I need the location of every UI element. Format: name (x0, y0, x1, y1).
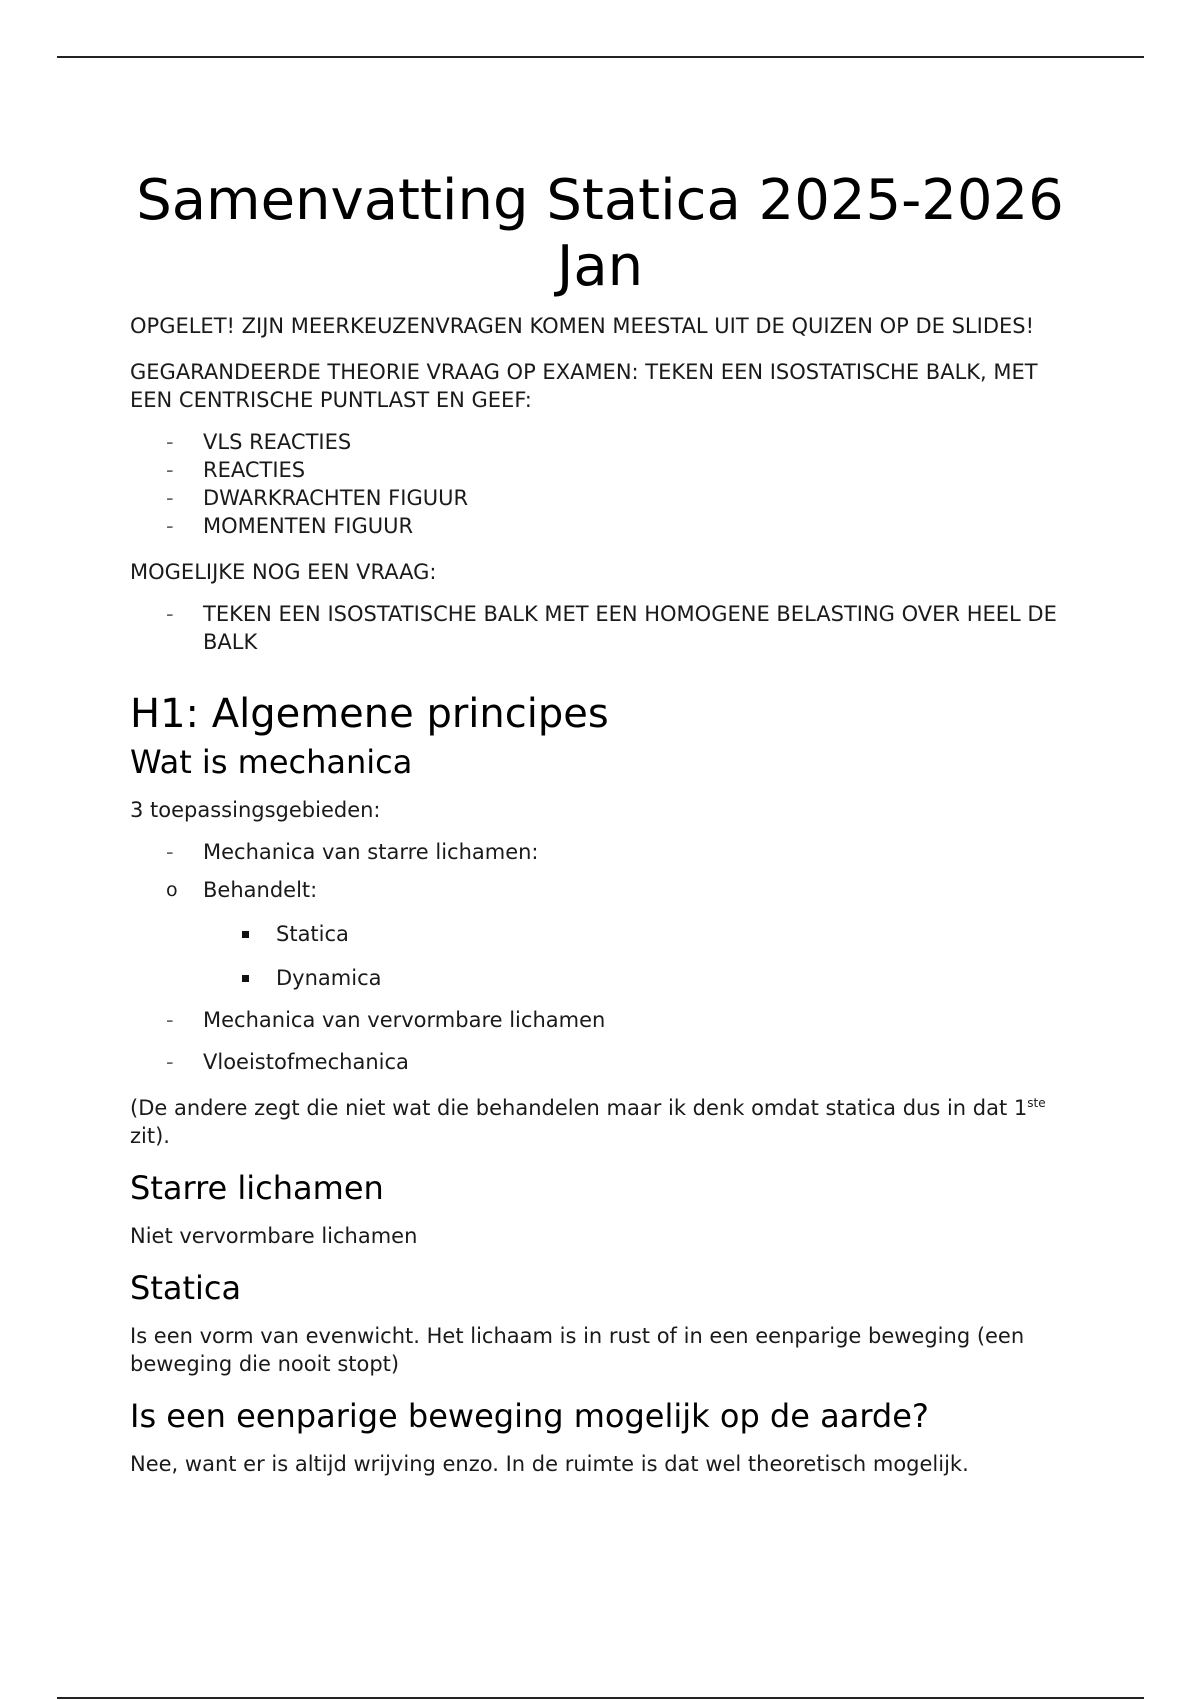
document-body (130, 168, 1070, 1496)
list-item (130, 838, 1070, 992)
chapter-heading: H1: Algemene principes (130, 691, 609, 737)
section-heading-mechanica: Wat is mechanica (130, 743, 413, 781)
footer-rule (57, 1697, 1144, 1699)
header-rule (57, 56, 1144, 58)
subsub-list-item: Statica (203, 920, 1070, 948)
mechanica-list (130, 838, 1070, 1076)
list-item: - REACTIES (130, 456, 1070, 484)
possible-question-text: MOGELIJKE NOG EEN VRAAG: (130, 560, 437, 584)
list-item: - DWARKRACHTEN FIGUUR (130, 484, 1070, 512)
document-title: Samenvatting Statica 2025-2026 Jan (136, 168, 1064, 299)
section-heading-starre: Starre lichamen (130, 1169, 384, 1207)
section-heading-eenparig: Is een eenparige beweging mogelijk op de aarde? (130, 1397, 929, 1435)
note-superscript: ste (1027, 1096, 1046, 1110)
warning-text: OPGELET! ZIJN MEERKEUZENVRAGEN KOMEN MEESTAL UIT DE QUIZEN OP DE SLIDES! (130, 314, 1035, 338)
possible-list (130, 600, 1070, 656)
mechanica-lead: 3 toepassingsgebieden: (130, 798, 381, 822)
note-text-start: (De andere zegt die niet wat die behandelen maar ik denk omdat statica dus in dat 1 (130, 1096, 1028, 1120)
sub-list-item-label: Behandelt: (203, 878, 318, 902)
list-item-label: Mechanica van starre lichamen: (203, 840, 539, 864)
sub-list-item (130, 876, 1070, 992)
eenparig-text: Nee, want er is altijd wrijving enzo. In de ruimte is dat wel theoretisch mogelijk. (130, 1452, 969, 1476)
statica-text: Is een vorm van evenwicht. Het lichaam is in rust of in een eenparige beweging (een beweging die nooit stopt) (130, 1324, 1025, 1376)
list-item: - Vloeistofmechanica (130, 1048, 1070, 1076)
guaranteed-question-text: GEGARANDEERDE THEORIE VRAAG OP EXAMEN: TEKEN EEN ISOSTATISCHE BALK, MET EEN CENTRISCHE PUNTLAST EN GEEF: (130, 360, 1038, 412)
mechanica-note (130, 1094, 1070, 1150)
section-heading-statica: Statica (130, 1269, 242, 1307)
list-item: - MOMENTEN FIGUUR (130, 512, 1070, 540)
list-item: - VLS REACTIES (130, 428, 1070, 456)
guaranteed-list (130, 428, 1070, 540)
sub-list (203, 876, 1070, 992)
subsub-list (130, 920, 1070, 992)
list-item: - TEKEN EEN ISOSTATISCHE BALK MET EEN HOMOGENE BELASTING OVER HEEL DE BALK (130, 600, 1070, 656)
note-text-end: zit). (130, 1124, 170, 1148)
list-item: - Mechanica van vervormbare lichamen (130, 1006, 1070, 1034)
starre-text: Niet vervormbare lichamen (130, 1224, 418, 1248)
subsub-list-item: Dynamica (203, 964, 1070, 992)
